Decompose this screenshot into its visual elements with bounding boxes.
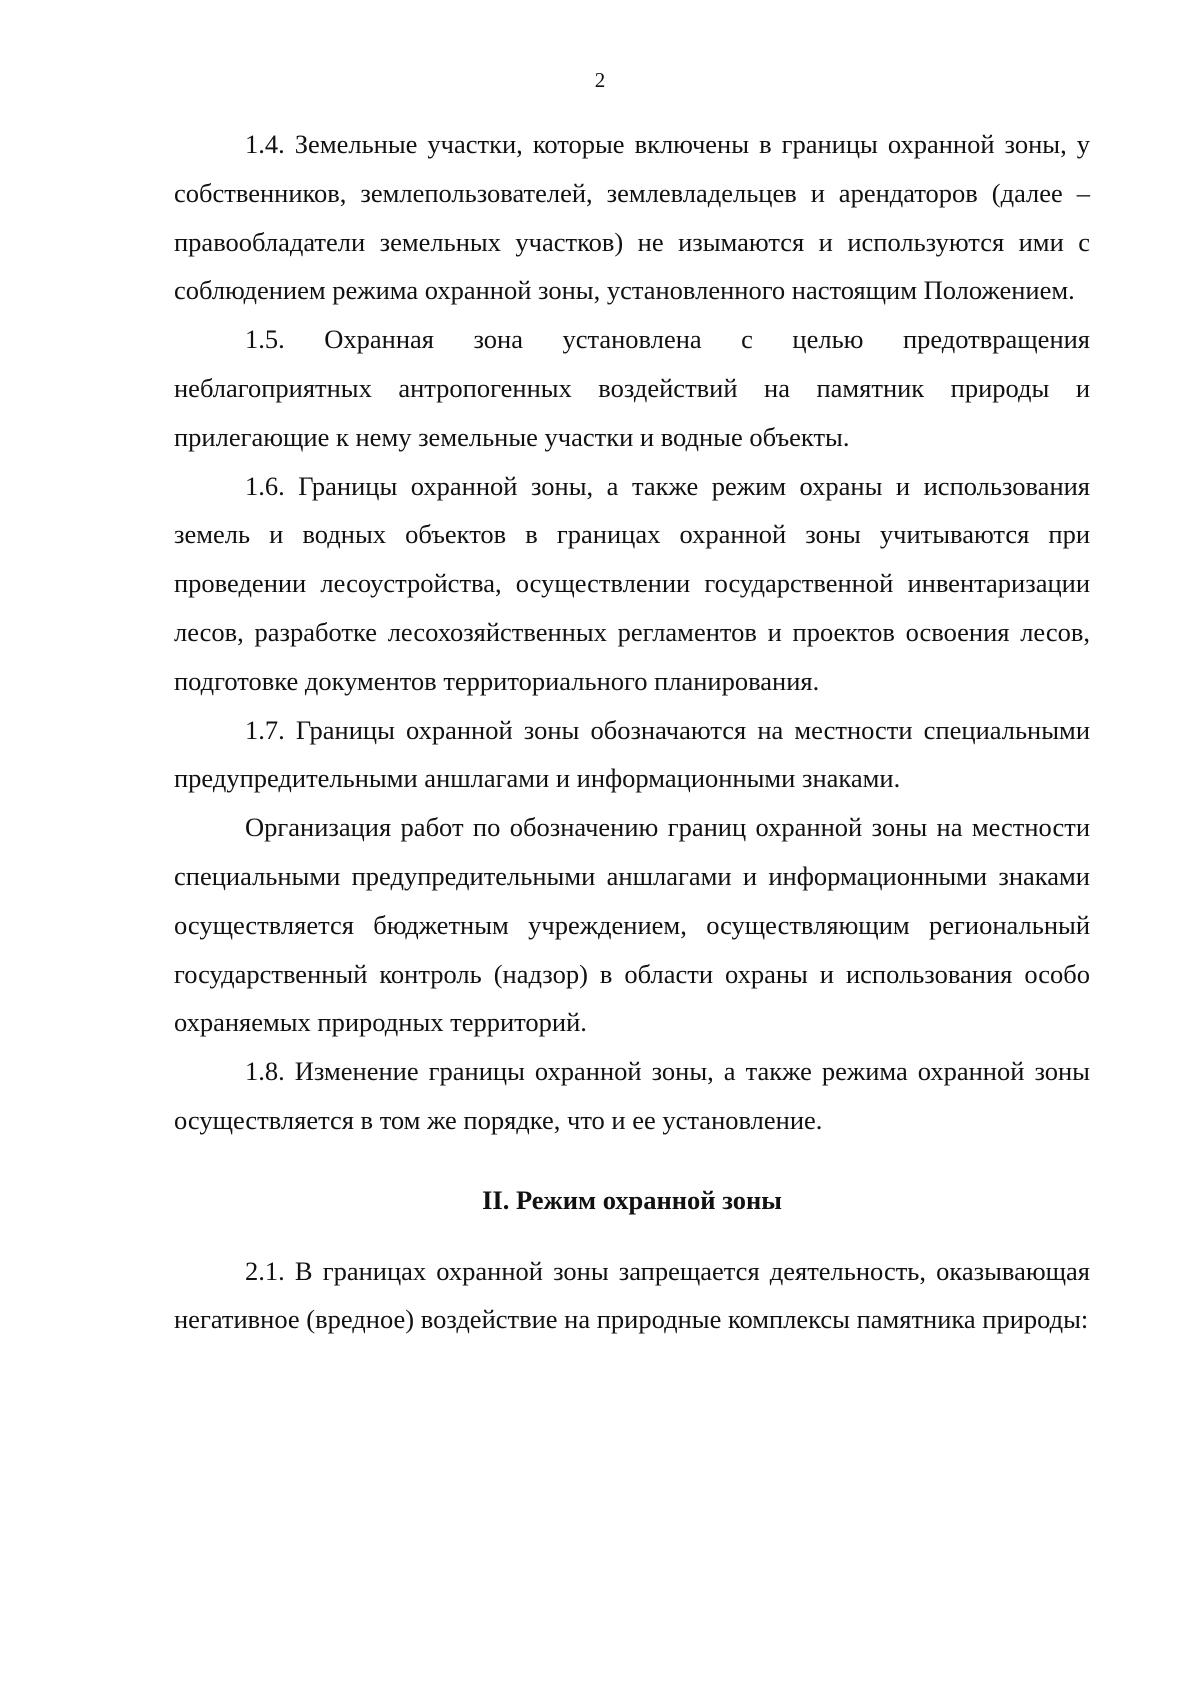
paragraph-1-8: 1.8. Изменение границы охранной зоны, а также режима охранной зоны осуществляется в том же порядке, что и ее установление. bbox=[174, 1056, 1090, 1135]
paragraph-2-1: 2.1. В границах охранной зоны запрещается деятельность, оказывающая негативное (вредное) воздействие на природные комплексы памятника природы: bbox=[174, 1255, 1090, 1335]
paragraph-1-7: 1.7. Границы охранной зоны обозначаются на местности специальными предупредительными аншлагами и информационными знаками. bbox=[174, 714, 1090, 794]
document-body bbox=[174, 120, 1090, 1344]
paragraph-1-5: 1.5. Охранная зона установлена с целью предотвращения неблагоприятных антропогенных воздействий на памятник природы и прилегающие к нему земельные участки и водные объекты. bbox=[174, 324, 1090, 452]
paragraph-1-4: 1.4. Земельные участки, которые включены в границы охранной зоны, у собственников, землепользователей, землевладельцев и арендаторов (далее – правообладатели земельных участков) не изымаются и используются ими с соблюдением режима охранной зоны, установленного настоящим Положением. bbox=[174, 129, 1090, 306]
section-heading: II. Режим охранной зоны bbox=[482, 1184, 782, 1215]
paragraph-1-6: 1.6. Границы охранной зоны, а также режим охраны и использования земель и водных объектов в границах охранной зоны учитываются при проведении лесоустройства, осуществлении государственной инвентаризации лесов, разработке лесохозяйственных регламентов и проектов освоения лесов, подготовке документов территориального планирования. bbox=[174, 470, 1090, 696]
paragraph-1-7-organization: Организация работ по обозначению границ охранной зоны на местности специальными предупредительными аншлагами и информационными знаками осуществляется бюджетным учреждением, осуществляющим региональный государственный контроль (надзор) в области охраны и использования особо охраняемых природных территорий. bbox=[174, 812, 1090, 1038]
page-number: 2 bbox=[594, 68, 606, 92]
